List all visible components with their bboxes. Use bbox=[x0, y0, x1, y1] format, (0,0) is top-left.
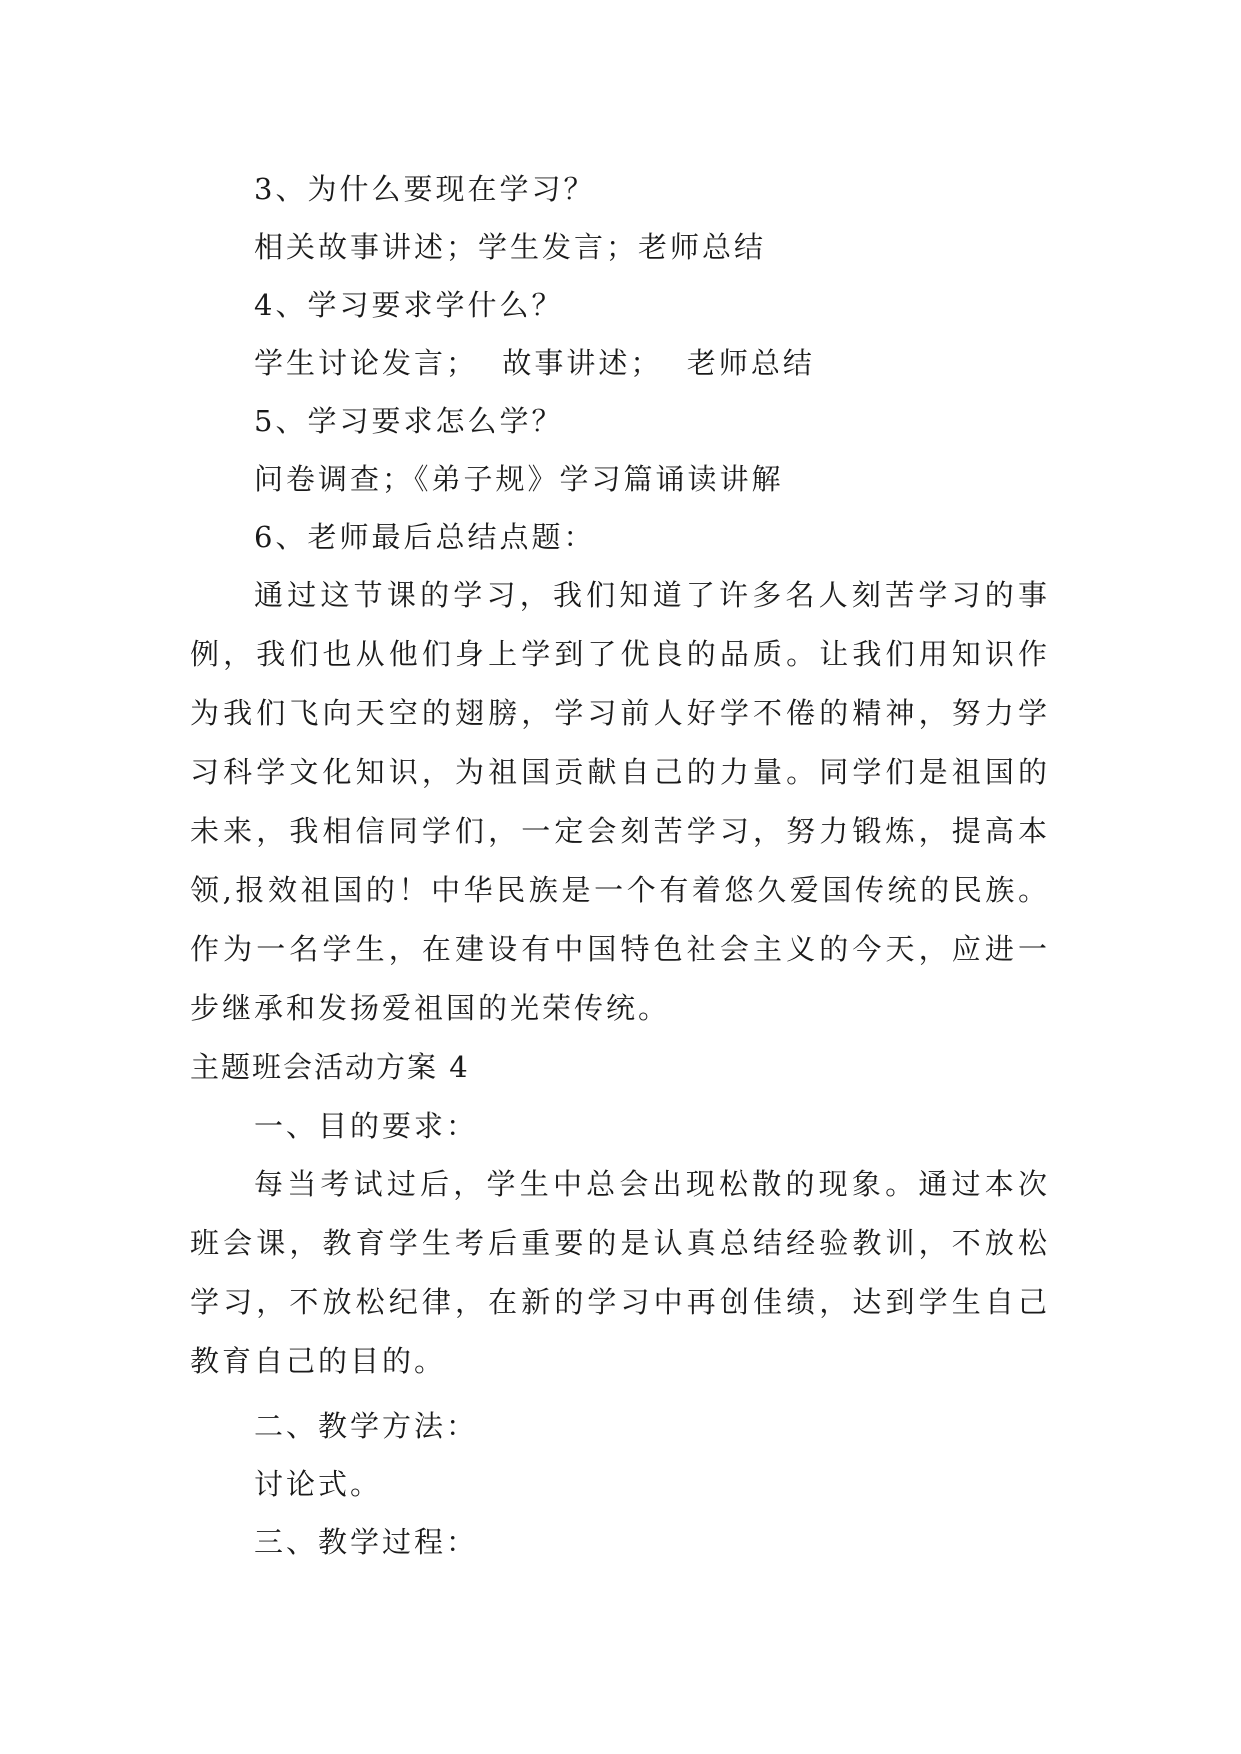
item-3-heading: 3、为什么要现在学习？ bbox=[254, 172, 596, 206]
document-page bbox=[190, 160, 1050, 1571]
item-4-text: 学生讨论发言； 故事讲述； 老师总结 bbox=[254, 346, 815, 380]
section3-heading: 三、教学过程： bbox=[254, 1525, 479, 1559]
section1-heading: 一、目的要求： bbox=[254, 1109, 479, 1143]
item-4-heading: 4、学习要求学什么？ bbox=[254, 288, 564, 322]
section2-text: 讨论式。 bbox=[254, 1467, 383, 1501]
item-3-text: 相关故事讲述；学生发言；老师总结 bbox=[254, 230, 767, 264]
summary-paragraph: 通过这节课的学习，我们知道了许多名人刻苦学习的事例，我们也从他们身上学到了优良的品质。让我们用知识作为我们飞向天空的翅膀，学习前人好学不倦的精神，努力学习科学文化知识，为祖国贡献自己的力量。同学们是祖国的未来，我相信同学们，一定会刻苦学习，努力锻炼，提高本领,报效祖国的！中华民族是一个有着悠久爱国传统的民族。作为一名学生，在建设有中国特色社会主义的今天，应进一步继承和发扬爱祖国的光荣传统。 bbox=[190, 578, 1050, 1025]
item-5-heading: 5、学习要求怎么学？ bbox=[254, 404, 564, 438]
item-5-text: 问卷调查；《弟子规》学习篇诵读讲解 bbox=[254, 462, 784, 496]
item-6-heading: 6、老师最后总结点题： bbox=[254, 520, 596, 554]
section2-heading: 二、教学方法： bbox=[254, 1409, 479, 1443]
plan4-title: 主题班会活动方案 4 bbox=[190, 1050, 470, 1084]
section1-paragraph: 每当考试过后，学生中总会出现松散的现象。通过本次班会课，教育学生考后重要的是认真总结经验教训，不放松学习，不放松纪律，在新的学习中再创佳绩，达到学生自己教育自己的目的。 bbox=[190, 1167, 1050, 1378]
